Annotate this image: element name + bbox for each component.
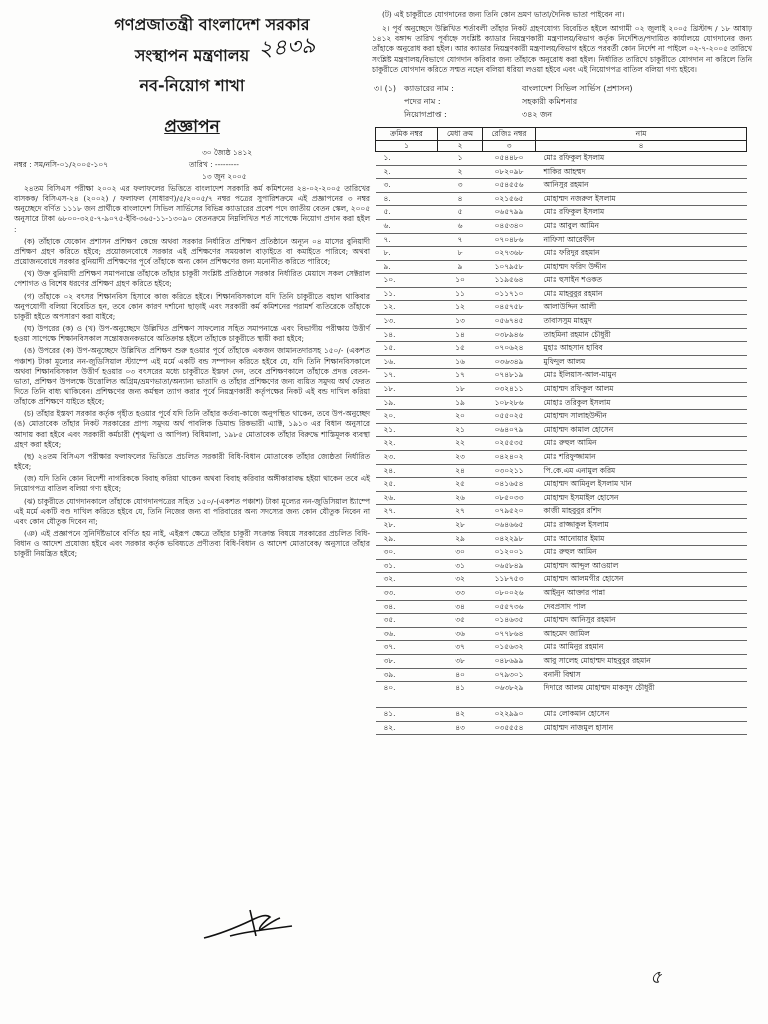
row-serial: ১৬. bbox=[376, 355, 438, 369]
row-serial: ৪০. bbox=[376, 682, 438, 708]
row-merit: ২৪ bbox=[438, 464, 483, 478]
row-name: নাফিসা আরেফীন bbox=[536, 233, 747, 247]
row-merit: ৩ bbox=[438, 179, 483, 193]
row-name: মোহাম্মদ আলমগীর হোসেন bbox=[536, 573, 747, 587]
row-merit: ৩০ bbox=[438, 546, 483, 560]
row-merit: ১৩ bbox=[438, 315, 483, 329]
clause-nya: (ঞ) এই প্রজ্ঞাপনে সুনির্দিষ্টভাবে বর্ণিত হয় নাই, এইরূপ ক্ষেত্রে তাঁহার চাকুরী সংক্রান্ত বিষয়ে সরকারের প্রচলিত বিধি-বিধান ও আদেশ প্রযোজ্য হইবে এবং সরকার কর্তৃক ভবিষ্যতে প্রণীতব্য বিধি-বিধান ও আদেশ মোতাবেক/ অনুসারে তাঁহার চাকুরী নিয়ন্ত্রিত হইবে; bbox=[14, 529, 370, 559]
row-name: তাহমিনা রহমান চৌধুরী bbox=[536, 328, 747, 342]
row-serial: ৩৬. bbox=[376, 627, 438, 641]
table-row bbox=[376, 328, 747, 342]
row-reg: ০৪৫৭৫৮ bbox=[483, 301, 536, 315]
row-serial: ৩৫. bbox=[376, 614, 438, 628]
row-reg: ০৫৫০২৫ bbox=[483, 410, 536, 424]
row-merit: ২৯ bbox=[438, 532, 483, 546]
row-name: মোঃ রফিকুল ইসলাম bbox=[536, 151, 747, 165]
row-reg: ০৪২৪০২ bbox=[483, 451, 536, 465]
row-name: আইনুন আক্তার পান্না bbox=[536, 586, 747, 600]
row-reg: ০৭০৬২৪ bbox=[483, 342, 536, 356]
row-serial: ৭. bbox=[376, 233, 438, 247]
col-serial: ক্রমিক নম্বর bbox=[376, 127, 438, 140]
col-merit: মেধা ক্রম bbox=[438, 127, 483, 140]
row-reg: ০৪৮৬৯৯ bbox=[483, 654, 536, 668]
row-reg: ০৬৪৬৬৫ bbox=[483, 518, 536, 532]
row-merit: ১০ bbox=[438, 274, 483, 288]
row-merit: ৭ bbox=[438, 233, 483, 247]
quota-value: ৩৪২ জন bbox=[522, 109, 553, 119]
row-merit: ১৫ bbox=[438, 342, 483, 356]
table-row bbox=[376, 260, 747, 274]
row-name: মোহাঃ তরিকুল ইসলাম bbox=[536, 396, 747, 410]
english-date: ১৩ জুন ২০০৫ bbox=[202, 172, 247, 181]
row-reg: ১১৯৫৬৪ bbox=[483, 274, 536, 288]
row-merit: ৪২ bbox=[438, 708, 483, 722]
row-merit: ৫ bbox=[438, 206, 483, 220]
row-name: আহমেদ জামিল bbox=[536, 627, 747, 641]
row-merit: ৩৪ bbox=[438, 600, 483, 614]
table-row bbox=[376, 708, 747, 722]
table-row bbox=[376, 274, 747, 288]
memo-block bbox=[14, 148, 370, 182]
table-row bbox=[376, 464, 747, 478]
row-merit: ১৬ bbox=[438, 355, 483, 369]
row-name: মোহাম্মদ রফিকুল আলম bbox=[536, 383, 747, 397]
table-row bbox=[376, 559, 747, 573]
row-reg: ০৮২০৯৮ bbox=[483, 165, 536, 179]
row-serial: ২৩. bbox=[376, 451, 438, 465]
table-row bbox=[376, 410, 747, 424]
row-name: মোহাম্মদ নাজমুল হাসান bbox=[536, 721, 747, 735]
table-row bbox=[376, 532, 747, 546]
row-name: মোহাম্মদ আনিসুর রহমান bbox=[536, 614, 747, 628]
row-name: মোহাম্মদ নজরুল ইসলাম bbox=[536, 192, 747, 206]
table-row bbox=[376, 505, 747, 519]
row-reg: ০৬৫৭৯৯ bbox=[483, 206, 536, 220]
handwritten-reference: ২৪৩৯ bbox=[257, 33, 317, 63]
row-reg: ০২২৯৯০ bbox=[483, 708, 536, 722]
row-reg: ০৫৬৭৪৫ bbox=[483, 315, 536, 329]
row-merit: ১৮ bbox=[438, 383, 483, 397]
table-row bbox=[376, 600, 747, 614]
row-merit: ২৮ bbox=[438, 518, 483, 532]
clause-ta: (ট) এই চাকুরীতে যোগদানের জন্য তিনি কোন ভ্রমণ ভাতা/দৈনিক ভাতা পাইবেন না। bbox=[382, 10, 625, 19]
ministry-title: সংস্থাপন মন্ত্রণালয় bbox=[134, 46, 250, 65]
row-name: মোঃ রুহুল আমিন bbox=[536, 546, 747, 560]
row-name: দেবপ্রসাদ পাল bbox=[536, 600, 747, 614]
row-reg: ০৩৬৩৪৯ bbox=[483, 355, 536, 369]
row-merit: ২২ bbox=[438, 437, 483, 451]
row-serial: ৩৪. bbox=[376, 600, 438, 614]
table-row bbox=[376, 682, 747, 708]
table-row bbox=[376, 668, 747, 682]
row-reg: ০৭০৪৮৬ bbox=[483, 233, 536, 247]
row-serial: ২. bbox=[376, 165, 438, 179]
row-name: মোঃ আমিনুর রহমান bbox=[536, 641, 747, 655]
row-name: মোঃ শরিফুজ্জামান bbox=[536, 451, 747, 465]
row-serial: ৬. bbox=[376, 219, 438, 233]
row-reg: ০৫৪৪৮০ bbox=[483, 151, 536, 165]
table-row bbox=[376, 654, 747, 668]
row-reg: ০৩৫৫৫৪ bbox=[483, 721, 536, 735]
post-value: সহকারী কমিশনার bbox=[522, 96, 578, 106]
section-number: ৩। (১) bbox=[374, 83, 397, 93]
row-serial: ৩. bbox=[376, 179, 438, 193]
row-merit: ১ bbox=[438, 151, 483, 165]
table-row bbox=[376, 627, 747, 641]
clause-ga: (গ) তাঁহাকে ০২ বৎসর শিক্ষানবিস হিসাবে কাজ করিতে হইবে। শিক্ষানবিসকালে যদি তিনি চাকুরীতে বহাল থাকিবার অনুপযোগী বলিয়া বিবেচিত হন, তবে কোন কারণ দর্শানো ছাড়াই এবং সরকারী কর্ম কমিশনের পরামর্শ ব্যতিরেকে তাঁহাকে চাকুরী হইতে অপসারণ করা যাইবে; bbox=[14, 291, 370, 321]
row-serial: ১২. bbox=[376, 301, 438, 315]
page-mark: ৫ bbox=[650, 967, 662, 988]
table-row bbox=[376, 546, 747, 560]
row-reg: ০১২০০১ bbox=[483, 546, 536, 560]
row-merit: ২১ bbox=[438, 423, 483, 437]
table-row bbox=[376, 179, 747, 193]
row-name: মোঃ রফিকুল ইসলাম bbox=[536, 206, 747, 220]
cadre-value: বাংলাদেশ সিভিল সার্ভিস (প্রশাসন) bbox=[522, 83, 633, 93]
row-reg: ০৫৪৫৫৬ bbox=[483, 179, 536, 193]
row-reg: ০৩২৪১১ bbox=[483, 383, 536, 397]
row-reg: ০৪২২৯৮ bbox=[483, 532, 536, 546]
table-row bbox=[376, 287, 747, 301]
table-row bbox=[376, 151, 747, 165]
row-serial: ৫. bbox=[376, 206, 438, 220]
row-merit: ২৭ bbox=[438, 505, 483, 519]
row-name: আবু সালেহ মোহাম্মদ মাহবুবুর রহমান bbox=[536, 654, 747, 668]
table-row bbox=[376, 451, 747, 465]
post-info bbox=[372, 83, 752, 123]
row-serial: ২০. bbox=[376, 410, 438, 424]
row-reg: ১০৭৯৫৮ bbox=[483, 260, 536, 274]
row-serial: ৩১. bbox=[376, 559, 438, 573]
row-name: মোঃ লোকমান হোসেন bbox=[536, 708, 747, 722]
row-serial: ২৫. bbox=[376, 478, 438, 492]
row-serial: ৩২. bbox=[376, 573, 438, 587]
row-name: মোহাম্মদ ফরিদ উদ্দীন bbox=[536, 260, 747, 274]
table-row bbox=[376, 315, 747, 329]
row-merit: ১৪ bbox=[438, 328, 483, 342]
row-reg: ০৮০০২৬ bbox=[483, 586, 536, 600]
row-reg: ০৭৯৫২০ bbox=[483, 505, 536, 519]
row-name: আলাউদ্দিন আলী bbox=[536, 301, 747, 315]
row-reg: ০৮৫০৩৩ bbox=[483, 491, 536, 505]
row-reg: ০৬৪০৭৯ bbox=[483, 423, 536, 437]
row-reg: ০৩৮৯৪৬ bbox=[483, 328, 536, 342]
row-reg: ০৬৩৮২৯ bbox=[483, 682, 536, 708]
row-merit: ২৩ bbox=[438, 451, 483, 465]
row-reg: ০১৪৬৩৫ bbox=[483, 614, 536, 628]
row-merit: ৩২ bbox=[438, 573, 483, 587]
row-name: মোহাম্মদ সালাহউদ্দীন bbox=[536, 410, 747, 424]
row-reg: ০৪৫৩৪০ bbox=[483, 219, 536, 233]
clause-chha: (ছ) ২৪তম বিসিএস পরীক্ষার ফলাফলের ভিত্তিতে প্রচলিত সরকারী বিধি-বিধান মোতাবেক তাঁহার জ্যেষ্ঠতা নির্ধারিত হইবে; bbox=[14, 451, 370, 472]
row-merit: ৩৮ bbox=[438, 654, 483, 668]
table-row bbox=[376, 614, 747, 628]
table-row bbox=[376, 165, 747, 179]
row-serial: ১. bbox=[376, 151, 438, 165]
clause-cha: (চ) তাঁহার ইস্তফা সরকার কর্তৃক গৃহীত হওয়ার পূর্বে যদি তিনি তাঁহার কর্তব্য-কাজে অনুপস্থিত থাকেন, তবে উপ-অনুচ্ছেদ (ঙ) মোতাবেক তাঁহার নিকট সরকারের প্রাপ্য সমুদয় অর্থ পাবলিক ডিমান্ড রিকভারী এ্যাক্ট, ১৯১৩ এর বিধান অনুসারে আদায় করা হইবে এবং সরকারী কর্মচারী (শৃঙ্খলা ও আপিল) বিধিমালা, ১৯৮৫ মোতাবেক তাঁহার বিরুদ্ধে শাস্তিমূলক ব্যবস্থা গ্রহণ করা হইবে; bbox=[14, 409, 370, 449]
table-row bbox=[376, 355, 747, 369]
row-name: মোঃ ইলিয়াস-আল-মামুন bbox=[536, 369, 747, 383]
row-merit: ২৬ bbox=[438, 491, 483, 505]
government-title: গণপ্রজাতন্ত্রী বাংলাদেশ সরকার bbox=[114, 15, 310, 34]
row-name: মোহাম্মদ ইসমাইল হোসেন bbox=[536, 491, 747, 505]
clause-ja: (জ) যদি তিনি কোন বিদেশী নাগরিককে বিবাহ করিয়া থাকেন অথবা বিবাহ করিবার অঙ্গীকারাবদ্ধ হইয়া থাকেন তবে এই নিয়োগপত্র বাতিল বলিয়া গণ্য হইবে; bbox=[14, 474, 370, 494]
table-row bbox=[376, 478, 747, 492]
row-reg: ০১১৭১০ bbox=[483, 287, 536, 301]
table-row bbox=[376, 219, 747, 233]
row-merit: ১১ bbox=[438, 287, 483, 301]
row-name: মোঃ মাহবুবুর রহমান bbox=[536, 287, 747, 301]
table-row bbox=[376, 369, 747, 383]
row-reg: ০৪১৬৫৪ bbox=[483, 478, 536, 492]
table-row bbox=[376, 342, 747, 356]
table-row bbox=[376, 721, 747, 735]
row-merit: ১২ bbox=[438, 301, 483, 315]
clause-ka: (ক) তাঁহাকে যেকোন প্রশাসন প্রশিক্ষণ কেন্দ্রে অথবা সরকার নির্ধারিত প্রশিক্ষণ প্রতিষ্ঠানে অন্যূন ০৪ মাসের বুনিয়াদী প্রশিক্ষণ গ্রহণ করিতে হইবে; প্রয়োজনবোধে সরকার এই প্রশিক্ষণের সময়কাল বাড়াইতে বা কমাইতে পারিবে; অথবা প্রয়োজনবোধে সরকার বুনিয়াদী প্রশিক্ষণের পূর্বে তাঁহাকে অন্য কোন প্রশিক্ষণের জন্য মনোনীত করিতে পারিবে; bbox=[14, 236, 370, 267]
row-name: মোহাম্মদ কামাল হোসেন bbox=[536, 423, 747, 437]
post-label: পদের নাম : bbox=[404, 96, 441, 106]
table-row bbox=[376, 383, 747, 397]
row-merit: ২০ bbox=[438, 410, 483, 424]
row-reg: ১০৮২৮৬ bbox=[483, 396, 536, 410]
row-merit: ৯ bbox=[438, 260, 483, 274]
row-serial: ২৯. bbox=[376, 532, 438, 546]
clause-uma: (ঙ) উপরের (ক) উপ-অনুচ্ছেদে উল্লিখিত প্রশিক্ষণ শুরু হওয়ার পূর্বে তাঁহাকে একজন জামানতদারসহ ১৫০/- (একশত পঞ্চাশ) টাকা মূল্যের নন-জুডিসিয়াল স্ট্যাম্পে এই মর্মে একটি বন্ড সম্পাদন করিতে হইবে যে, যদি তিনি শিক্ষানবিসকালে অথবা শিক্ষানবিসকাল উত্তীর্ণ হওয়ার ০৩ বৎসরের মধ্যে চাকুরীতে ইস্তফা দেন, তবে প্রশিক্ষণকালে তাঁহাকে প্রদত্ত বেতন-ভাতা, প্রশিক্ষণ উপলক্ষে উত্তোলিত অগ্রিম/ভ্রমণভাতা/অন্যান্য ভাতাদি ও তাঁহার প্রশিক্ষণের জন্য ব্যয়িত সমুদয় অর্থ ফেরত দিতে তিনি বাধ্য থাকিবেন। প্রশিক্ষণের জন্য কর্মস্থল ত্যাগ করার পূর্বে নিয়ন্ত্রণকারী কর্তৃপক্ষের নিকট এই বন্ড দাখিল করিয়া তাঁহাকে প্রশিক্ষণে যাইতে হইবে; bbox=[14, 346, 370, 407]
row-name: মোঃ হুসাইন শওকত bbox=[536, 274, 747, 288]
row-serial: ১৪. bbox=[376, 328, 438, 342]
memo-number: নম্বর : সম/নসি-০১/২০০৫-১০৭ bbox=[14, 160, 108, 169]
clause-jha: (ঝ) চাকুরীতে যোগদানকালে তাঁহাকে যোগদানপত্রের সহিত ১৫০/-(একশত পঞ্চাশ) টাকা মূল্যের নন-জুডিসিয়াল ষ্ট্যাম্পে এই মর্মে একটি বণ্ড দাখিল করিতে হইবে যে, তিনি নিজের জন্য বা পরিবারের অন্য সদস্যের জন্য কোন যৌতুক নিবেন না এবং কোন যৌতুক দিবেন না; bbox=[14, 496, 370, 526]
row-serial: ২২. bbox=[376, 437, 438, 451]
table-row bbox=[376, 301, 747, 315]
row-merit: ১৭ bbox=[438, 369, 483, 383]
row-merit: ৩৭ bbox=[438, 641, 483, 655]
table-row bbox=[376, 192, 747, 206]
row-name: মোঃ আনোয়ার ইমাম bbox=[536, 532, 747, 546]
row-name: মোঃ আবুল আমিন bbox=[536, 219, 747, 233]
clause-two: ২। পূর্ব অনুচ্ছেদে উল্লিখিত শর্তাবলী তাঁহার নিকট গ্রহণযোগ্য বিবেচিত হইলে আগামী ০২ জুলাই ২০০৫ খ্রিস্টাব্দ / ১৮ আষাঢ় ১৪১২ বঙ্গাব্দ তারিখ পূর্বাহ্নে সংশ্লিষ্ট ক্যাডার নিয়ন্ত্রণকারী মন্ত্রণালয়/বিভাগ কর্তৃক নির্দেশিত/পদায়িত কার্যালয়ে যোগদানের জন্য তাঁহাকে অনুরোধ করা হইল। আর ক্যাডার নিয়ন্ত্রণকারী মন্ত্রণালয়/বিভাগ হইতে পরবর্তী কোন নির্দেশ না পাইলে ০২-৭-২০০৫ তারিখে সংশ্লিষ্ট মন্ত্রণালয়/বিভাগে যোগদান করিবার জন্য তাঁহাকে অনুরোধ করা হইল। নির্ধারিত তারিখে চাকুরীতে যোগদান না করিলে তিনি চাকুরীতে যোগদান করিতে সম্মত নহেন বলিয়া ধরিয়া লওয়া হইবে এবং এই নিয়োগপত্র বাতিল বলিয়া গণ্য হইবে। bbox=[372, 24, 752, 74]
row-reg: ০৭৭৮৬৪ bbox=[483, 627, 536, 641]
row-merit: ৩১ bbox=[438, 559, 483, 573]
branch-title: নব-নিয়োগ শাখা bbox=[139, 76, 245, 95]
row-serial: ৩৮. bbox=[376, 654, 438, 668]
row-serial: ৩০. bbox=[376, 546, 438, 560]
row-name: মোঃ রাজ্জাকুল ইসলাম bbox=[536, 518, 747, 532]
candidate-rows bbox=[376, 151, 747, 734]
right-column bbox=[372, 10, 752, 735]
row-serial: ২৬. bbox=[376, 491, 438, 505]
row-reg: ০৩০২১১ bbox=[483, 464, 536, 478]
row-serial: ৩৭. bbox=[376, 641, 438, 655]
row-reg: ০৫৫৭৩৬ bbox=[483, 600, 536, 614]
row-serial: ৯. bbox=[376, 260, 438, 274]
row-merit: ৩৩ bbox=[438, 586, 483, 600]
table-row bbox=[376, 573, 747, 587]
row-merit: ৪৩ bbox=[438, 721, 483, 735]
row-merit: ৩৬ bbox=[438, 627, 483, 641]
row-name: বনানী বিশ্বাস bbox=[536, 668, 747, 682]
row-merit: ৪১ bbox=[438, 682, 483, 708]
row-serial: ১১. bbox=[376, 287, 438, 301]
row-merit: ৪০ bbox=[438, 668, 483, 682]
row-serial: ২৮. bbox=[376, 518, 438, 532]
table-row bbox=[376, 491, 747, 505]
row-serial: ১৫. bbox=[376, 342, 438, 356]
row-name: দিদারে আলম মোহাম্মদ মাকসুদ চৌধুরী bbox=[536, 682, 747, 708]
row-serial: ১৮. bbox=[376, 383, 438, 397]
table-row bbox=[376, 206, 747, 220]
clause-kha: (খ) উক্ত বুনিয়াদী প্রশিক্ষণ সমাপনান্তে তাঁহাকে তাঁহার চাকুরী সংশ্লিষ্ট প্রতিষ্ঠানে সরকার নির্ধারিত মেয়াদে সকল সেক্টরাল পেশাগত ও বিশেষ ধরণের প্রশিক্ষণ গ্রহণ করিতে হইবে; bbox=[14, 269, 370, 289]
intro-paragraph: ২৪তম বিসিএস পরীক্ষা ২০০২ এর ফলাফলের ভিত্তিতে বাংলাদেশ সরকারি কর্ম কমিশনের ২৪-০২-২০০৫ তারিখের বাসকক/ বিসিএস-২৪ (২০০২) / ফলাফল (সাধারণ)/৫/২০০৫/৭ নম্বর পত্রের সুপারিশক্রমে এই প্রজ্ঞাপনের ৩ নম্বর অনুচ্ছেদে বর্ণিত ১১১৮ জন প্রার্থীকে বাংলাদেশ সিভিল সার্ভিসের বিভিন্ন ক্যাডারের প্রবেশ পদে জাতীয় বেতন স্কেল, ২০০৫ অনুসারে টাকা ৬৮০০-৩২৫-৭-৯০৭৫-ইবি-৩৬৫-১১-১৩০৯০ বেতনক্রমে নিম্নলিখিত শর্ত সাপেক্ষে নিয়োগ প্রদান করা হইল : bbox=[14, 184, 370, 234]
row-serial: ৩৯. bbox=[376, 668, 438, 682]
row-reg: ০৭৪৮১৯ bbox=[483, 369, 536, 383]
row-merit: ২৫ bbox=[438, 478, 483, 492]
row-serial: ২৪. bbox=[376, 464, 438, 478]
row-name: কাজী মাহবুবুর রশিদ bbox=[536, 505, 747, 519]
row-name: মুহাঃ আহসান হাবিব bbox=[536, 342, 747, 356]
row-name: মোঃ ফরিদুর রহমান bbox=[536, 247, 747, 261]
row-reg: ০২৭৩৬৮ bbox=[483, 247, 536, 261]
row-merit: ১৯ bbox=[438, 396, 483, 410]
row-reg: ০৬৫৮৪৯ bbox=[483, 559, 536, 573]
bangla-date: ৩০ জ্যৈষ্ঠ ১৪১২ bbox=[202, 148, 253, 157]
row-serial: ২১. bbox=[376, 423, 438, 437]
col-name: নাম bbox=[536, 127, 747, 140]
row-name: পি.কে.এম এনামুল করিম bbox=[536, 464, 747, 478]
row-name: মোহাম্মদ আমিনুল ইসলাম খান bbox=[536, 478, 747, 492]
row-name: শাকির আহম্মদ bbox=[536, 165, 747, 179]
row-serial: ২৭. bbox=[376, 505, 438, 519]
row-merit: ২ bbox=[438, 165, 483, 179]
row-serial: ৮. bbox=[376, 247, 438, 261]
row-merit: ৬ bbox=[438, 219, 483, 233]
row-serial: ৪১. bbox=[376, 708, 438, 722]
row-serial: ১০. bbox=[376, 274, 438, 288]
clause-gha: (ঘ) উপরের (ক) ও (খ) উপ-অনুচ্ছেদে উল্লিখিত প্রশিক্ষণ সাফল্যের সহিত সমাপনান্তে এবং বিভাগীয় পরীক্ষায় উত্তীর্ণ হওয়া সাপেক্ষে শিক্ষানবিসকাল সন্তোষজনকভাবে অতিক্রান্ত হইলে তাঁহাকে চাকুরীতে স্থায়ী করা হইবে; bbox=[14, 324, 370, 344]
row-serial: ৩৩. bbox=[376, 586, 438, 600]
notice-title: প্রজ্ঞাপন bbox=[164, 117, 220, 137]
row-serial: ১৯. bbox=[376, 396, 438, 410]
table-row bbox=[376, 586, 747, 600]
row-name: মুফিদুল আলম bbox=[536, 355, 747, 369]
row-merit: ৪ bbox=[438, 192, 483, 206]
table-row bbox=[376, 641, 747, 655]
left-column bbox=[14, 12, 370, 559]
signature-mark bbox=[200, 906, 300, 946]
row-name: মোঃ রুহুল আমিন bbox=[536, 437, 747, 451]
row-serial: ৪. bbox=[376, 192, 438, 206]
row-name: আনিসুর রহমান bbox=[536, 179, 747, 193]
row-reg: ০৭৯৩০১ bbox=[483, 668, 536, 682]
table-row bbox=[376, 247, 747, 261]
row-serial: ৪২. bbox=[376, 721, 438, 735]
row-serial: ১৭. bbox=[376, 369, 438, 383]
table-row bbox=[376, 518, 747, 532]
table-row bbox=[376, 396, 747, 410]
table-row bbox=[376, 437, 747, 451]
table-row bbox=[376, 423, 747, 437]
date-label: তারিখ : --------- bbox=[189, 160, 239, 169]
row-name: তাবাসসুম মাহমুদ bbox=[536, 315, 747, 329]
candidate-table: ক্রমিক নম্বর মেধা ক্রম রেজিঃ নম্বর নাম ১ ২ ৩ ৪ ১. ১ ০৫৪৪৮০ মোঃ রফিকুল ইসলাম ২. ২ ০৮২০৯৮ শাকির আহম্মদ ৩. ৩ ০৫৪৫৫৬ আনিসুর রহমান ৪. ৪ ০২১৫৬৫ মোহাম্মদ নজরুল ইসলাম ৫. ৫ ০৬৫৭৯৯ মোঃ রফিকুল ইসলাম ৬. ৬ ০৪৫৩৪০ মোঃ আবুল আমিন ৭. ৭ ০৭০৪৮৬ নাফিসা আরেফীন ৮. ৮ ০২৭৩৬৮ মোঃ ফরিদুর রহমান ৯. ৯ ১০৭৯৫৮ মোহাম্মদ ফরিদ উদ্দীন ১০. ১০ ১১৯৫৬৪ মোঃ হুসাইন শওকত ১১. ১১ ০১১৭১০ মোঃ মাহবুবুর রহমান ১২. ১২ ০৪৫৭৫৮ আলাউদ্দিন আলী ১৩. ১৩ ০৫৬৭৪৫ তাবাসসুম মাহমুদ ১৪. ১৪ ০৩৮৯৪৬ তাহমিনা রহমান চৌধুরী ১৫. ১৫ ০৭০৬২৪ মুহাঃ আহসান হাবিব ১৬. ১৬ ০৩৬৩৪৯ মুফিদুল আলম ১৭. ১৭ ০৭৪৮১৯ মোঃ ইলিয়াস-আল-মামুন ১৮. ১৮ ০৩২৪১১ মোহাম্মদ রফিকুল আলম ১৯. ১৯ ১০৮২৮৬ মোহাঃ তরিকুল ইসলাম ২০. ২০ ০৫৫০২৫ মোহাম্মদ সালাহউদ্দীন ২১. ২১ ০৬৪০৭৯ মোহাম্মদ কামাল হোসেন ২২. ২২ ০২৫৫৩৫ মোঃ রুহুল আমিন ২৩. ২৩ ০৪২৪০২ মোঃ শরিফুজ্জামান ২৪. ২৪ ০৩০২১১ পি.কে.এম এনামুল করিম ২৫. ২৫ ০৪১৬৫৪ মোহাম্মদ আমিনুল ইসলাম খান ২৬. ২৬ ০৮৫০৩৩ মোহাম্মদ ইসমাইল হোসেন ২৭. ২৭ ০৭৯৫২০ কাজী মাহবুবুর রশিদ ২৮. ২৮ ০৬৪৬৬৫ মোঃ রাজ্জাকুল ইসলাম ২৯. ২৯ ০৪২২৯৮ মোঃ আনোয়ার ইমাম ৩০. ৩০ ০১২০০১ মোঃ রুহুল আমিন ৩১. ৩১ ০৬৫৮৪৯ মোহাম্মদ আব্দুল আওয়াল ৩২. ৩২ ১১৮৭৫৩ মোহাম্মদ আলমগীর হোসেন ৩৩. ৩৩ ০৮০০২৬ আইনুন আক্তার পান্না ৩৪. ৩৪ ০৫৫৭৩৬ দেবপ্রসাদ পাল ৩৫. ৩৫ ০১৪৬৩৫ মোহাম্মদ আনিসুর রহমান ৩৬. ৩৬ ০৭৭৮৬৪ আহমেদ জামিল ৩৭. ৩৭ ০১৫৬৩২ মোঃ আমিনুর রহমান ৩৮. ৩৮ ০৪৮৬৯৯ আবু সালেহ মোহাম্মদ মাহবুবুর রহমান ৩৯. ৪০ ০৭৯৩০১ বনানী বিশ্বাস ৪০. ৪১ ০৬৩৮২৯ দিদারে আলম মোহাম্মদ মাকসুদ চৌধুরী ৪১. ৪২ ০২২৯৯০ মোঃ লোকমান হোসেন ৪২. ৪৩ ০৩৫৫৫৪ মোহাম্মদ নাজমুল হাসান bbox=[375, 127, 747, 735]
row-serial: ১৩. bbox=[376, 315, 438, 329]
row-merit: ৩৫ bbox=[438, 614, 483, 628]
row-reg: ০২১৫৬৫ bbox=[483, 192, 536, 206]
row-reg: ০২৫৫৩৫ bbox=[483, 437, 536, 451]
table-row bbox=[376, 233, 747, 247]
cadre-label: ক্যাডারের নাম : bbox=[404, 83, 454, 93]
row-reg: ১১৮৭৫৩ bbox=[483, 573, 536, 587]
quota-label: নিয়োগপ্রাপ্ত : bbox=[404, 109, 447, 119]
row-reg: ০১৫৬৩২ bbox=[483, 641, 536, 655]
row-merit: ৮ bbox=[438, 247, 483, 261]
row-name: মোহাম্মদ আব্দুল আওয়াল bbox=[536, 559, 747, 573]
col-reg: রেজিঃ নম্বর bbox=[483, 127, 536, 140]
